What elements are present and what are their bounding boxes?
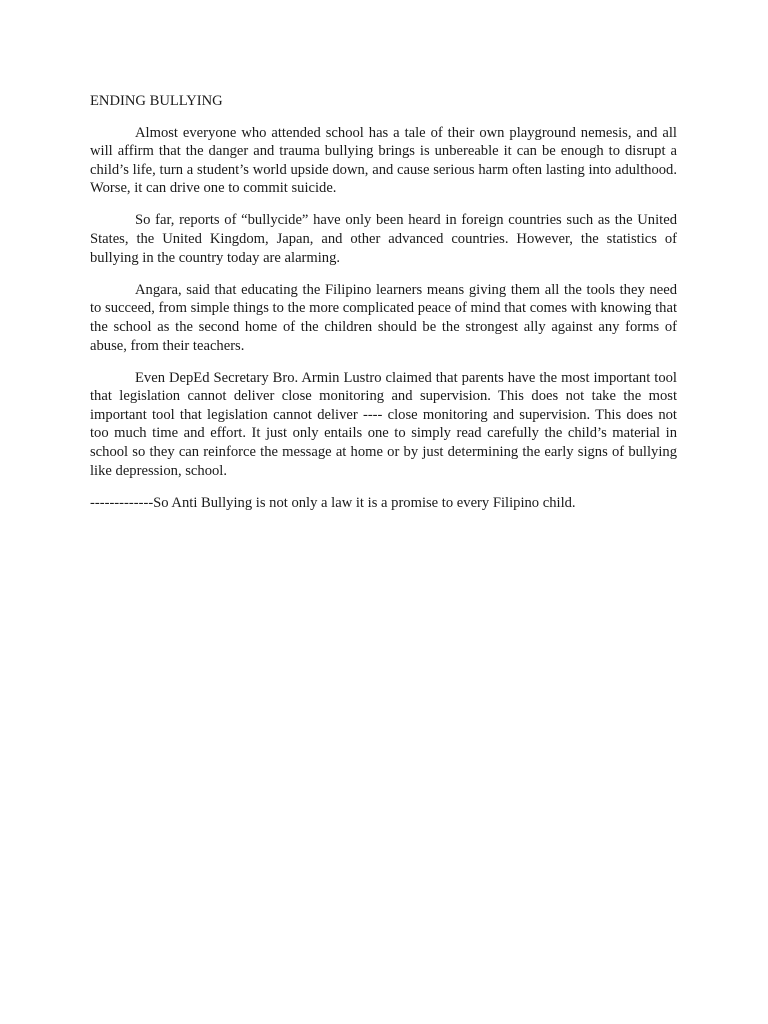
paragraph-2: So far, reports of “bullycide” have only been heard in foreign countries such as the United States, the United Kingdom, Japan, and other advanced countries. However, the statistics of bullying in the country today are alarming. <box>90 212 677 266</box>
document-body <box>90 92 677 526</box>
closing-line: -------------So Anti Bullying is not only a law it is a promise to every Filipino child. <box>90 494 576 511</box>
document-title: ENDING BULLYING <box>90 93 223 109</box>
paragraph-4: Even DepEd Secretary Bro. Armin Lustro claimed that parents have the most important tool that legislation cannot deliver close monitoring and supervision. This does not take the most important tool that legislation cannot deliver ---- close monitoring and supervision. This does not too much time and effort. It just only entails one to simply read carefully the child’s material in school so they can reinforce the message at home or by just determining the early signs of bullying like depression, school. <box>90 369 677 479</box>
paragraph-1: Almost everyone who attended school has a tale of their own playground nemesis, and all will affirm that the danger and trauma bullying brings is unbereable it can be enough to disrupt a child’s life, turn a student’s world upside down, and cause serious harm often lasting into adulthood. Worse, it can drive one to commit suicide. <box>90 124 677 197</box>
paragraph-3: Angara, said that educating the Filipino learners means giving them all the tools they need to succeed, from simple things to the more complicated peace of mind that comes with knowing that the school as the second home of the children should be the strongest ally against any forms of abuse, from their teachers. <box>90 281 677 354</box>
